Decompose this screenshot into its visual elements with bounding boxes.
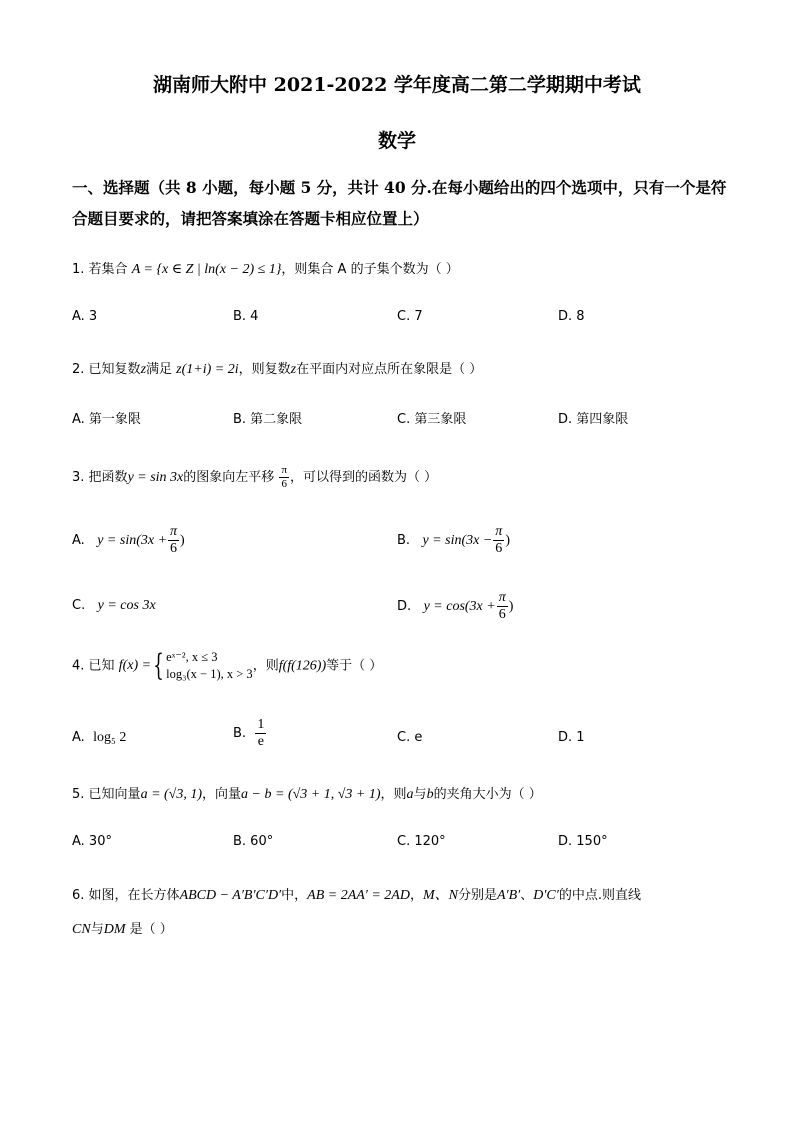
question-var: z: [140, 362, 147, 377]
option-b: B. 第二象限: [233, 412, 303, 427]
subject-heading: 数学: [377, 130, 416, 152]
question-text: 的图象向左平移: [183, 470, 275, 485]
option-c: C. y = cos 3x: [72, 598, 156, 613]
vector-difference-value: a − b = (√3 + 1, √3 + 1): [241, 787, 381, 802]
option-a: A. 3: [72, 309, 98, 324]
question-5: [72, 783, 732, 803]
question-text: 已知: [88, 658, 115, 674]
option-a: A. y = sin(3x + $\frac{\pi}{6}$ ): [72, 524, 185, 556]
option-c: C. 120°: [397, 834, 446, 849]
question-2: [72, 358, 732, 378]
question-math: f(f(126)): [278, 658, 327, 674]
vector-b: b: [426, 787, 434, 802]
option-b: B. 60°: [233, 834, 274, 849]
option-d: D. 第四象限: [558, 412, 629, 427]
question-text: 的夹角大小为（ ）: [433, 787, 542, 802]
option-a: A. log₅ 2: [72, 730, 127, 745]
option-c: C. 7: [397, 309, 423, 324]
exam-title: 湖南师大附中 2021-2022 学年度高二第二学期期中考试: [153, 74, 641, 96]
question-text: 已知向量: [88, 787, 141, 802]
question-text: ，则集合 A 的子集个数为（ ）: [281, 262, 459, 277]
option-c: C. e: [397, 730, 423, 745]
option-b: B. 4: [233, 309, 259, 324]
question-6-line-1: 6. 如图，在长方体ABCD − A′B′C′D′中，AB = 2AA′ = 2AD，M、N分别是A′B′、D′C′的中点.则直线: [72, 888, 641, 903]
option-c: C. 第三象限: [397, 412, 467, 427]
question-math: A = {x ∈ Z | ln(x − 2) ≤ 1}: [131, 262, 282, 277]
question-number: 6.: [72, 888, 85, 903]
question-text: ，则: [252, 658, 279, 674]
question-text: 满足: [146, 362, 173, 377]
option-b: B. $\frac{1}{e}$: [233, 717, 265, 749]
question-text: 若集合: [88, 262, 128, 277]
question-text: 在平面内对应点所在象限是（ ）: [296, 362, 483, 377]
question-1: [72, 258, 732, 278]
question-number: 1.: [72, 262, 85, 277]
option-a: A. 30°: [72, 834, 112, 849]
option-d: D. 1: [558, 730, 585, 745]
fraction: $\frac{\pi}{6}$: [281, 464, 287, 490]
option-d: D. 150°: [558, 834, 608, 849]
question-text: ，向量: [202, 787, 242, 802]
question-text: ，则复数: [238, 362, 291, 377]
question-text: 等于（ ）: [326, 658, 383, 674]
question-text: 已知复数: [88, 362, 141, 377]
question-3: [72, 464, 732, 491]
vector-a-value: a = (√3, 1): [140, 787, 203, 802]
option-d: D. 8: [558, 309, 585, 324]
question-text: ，可以得到的函数为（ ）: [290, 470, 438, 485]
section-heading: 一、选择题（共 8 小题，每小题 5 分，共计 40 分.在每小题给出的四个选项中，只有一个是符合题目要求的，请把答案填涂在答题卡相应位置上）: [72, 178, 727, 228]
question-text: 与: [413, 787, 427, 802]
question-4: [72, 649, 732, 683]
question-number: 2.: [72, 362, 85, 377]
question-number: 3.: [72, 470, 85, 485]
option-d: D. y = cos(3x + $\frac{\pi}{6}$ ): [397, 590, 514, 622]
piecewise-function: f(x) = { eˣ⁻², x ≤ 3 log₃(x − 1), x > 3: [118, 648, 253, 683]
vector-a: a: [406, 787, 414, 802]
option-a: A. 第一象限: [72, 412, 141, 427]
option-b: B. y = sin(3x − $\frac{\pi}{6}$ ): [397, 524, 510, 556]
question-number: 5.: [72, 787, 85, 802]
question-number: 4.: [72, 658, 85, 674]
question-text: ，则: [380, 787, 407, 802]
question-math: y = sin 3x: [127, 470, 184, 485]
question-text: 把函数: [88, 470, 128, 485]
question-6-line-2: CN与DM 是（ ）: [72, 922, 173, 937]
question-math: z(1+i) = 2i: [176, 362, 239, 377]
question-var: z: [290, 362, 297, 377]
